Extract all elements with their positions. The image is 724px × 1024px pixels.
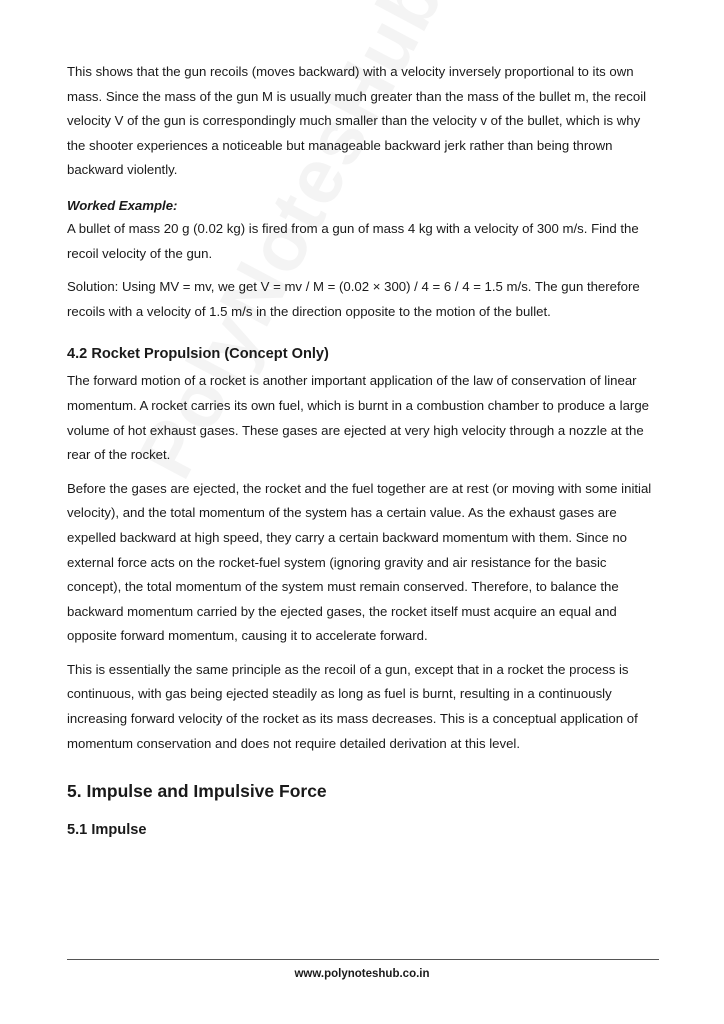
footer-divider: [67, 959, 659, 960]
impulse-section-heading: 5. Impulse and Impulsive Force: [67, 781, 327, 802]
worked-example-paragraph: A bullet of mass 20 g (0.02 kg) is fired from a gun of mass 4 kg with a velocity of 300 m/s. Find the recoil velocity of the gun.: [67, 220, 639, 261]
solution-paragraph: Solution: Using MV = mv, we get V = mv / M = (0.02 × 300) / 4 = 6 / 4 = 1.5 m/s. The gun therefore recoils with a velocity of 1.5 m/s in the direction opposite to the motion of the bullet.: [67, 279, 640, 319]
rocket-paragraph-2: Before the gases are ejected, the rocket and the fuel together are at rest (or moving with some initial velocity), and the total momentum of the system has a certain value. As the exhaust gases are expelled backward at high speed, they carry a certain backward momentum with them. Since no external force acts on the rocket-fuel system (ignoring gravity and air resistance for the basic concept), the total momentum of the system must remain conserved. Therefore, to balance the backward momentum carried by the ejected gases, the rocket itself must acquire an equal and opposite forward momentum, causing it to accelerate forward.: [67, 480, 652, 644]
footer-url[interactable]: www.polynoteshub.co.in: [294, 968, 430, 980]
impulse-subheading: 5.1 Impulse: [67, 822, 147, 839]
worked-example-label: Worked Example:: [67, 197, 178, 213]
rocket-paragraph-3: This is essentially the same principle as the recoil of a gun, except that in a rocket the process is continuous, with gas being ejected steadily as long as fuel is burnt, resulting in a continuously increasing forward velocity of the rocket as its mass decreases. This is a conceptual application of momentum conservation and does not require detailed derivation at this level.: [67, 661, 638, 751]
rocket-propulsion-heading: 4.2 Rocket Propulsion (Concept Only): [67, 346, 329, 363]
recoil-explanation-paragraph: This shows that the gun recoils (moves backward) with a velocity inversely proportional to its own mass. Since the mass of the gun M is usually much greater than the mass of the bullet m, the recoil velocity V of the gun is correspondingly much smaller than the velocity v of the bullet, which is why the shooter experiences a noticeable but manageable backward jerk rather than being thrown backward violently.: [67, 64, 647, 178]
page-content: [67, 60, 661, 842]
rocket-paragraph-1: The forward motion of a rocket is another important application of the law of conservation of linear momentum. A rocket carries its own fuel, which is burnt in a combustion chamber to produce a large volume of hot exhaust gases. These gases are ejected at very high velocity through a nozzle at the rear of the rocket.: [67, 373, 649, 463]
